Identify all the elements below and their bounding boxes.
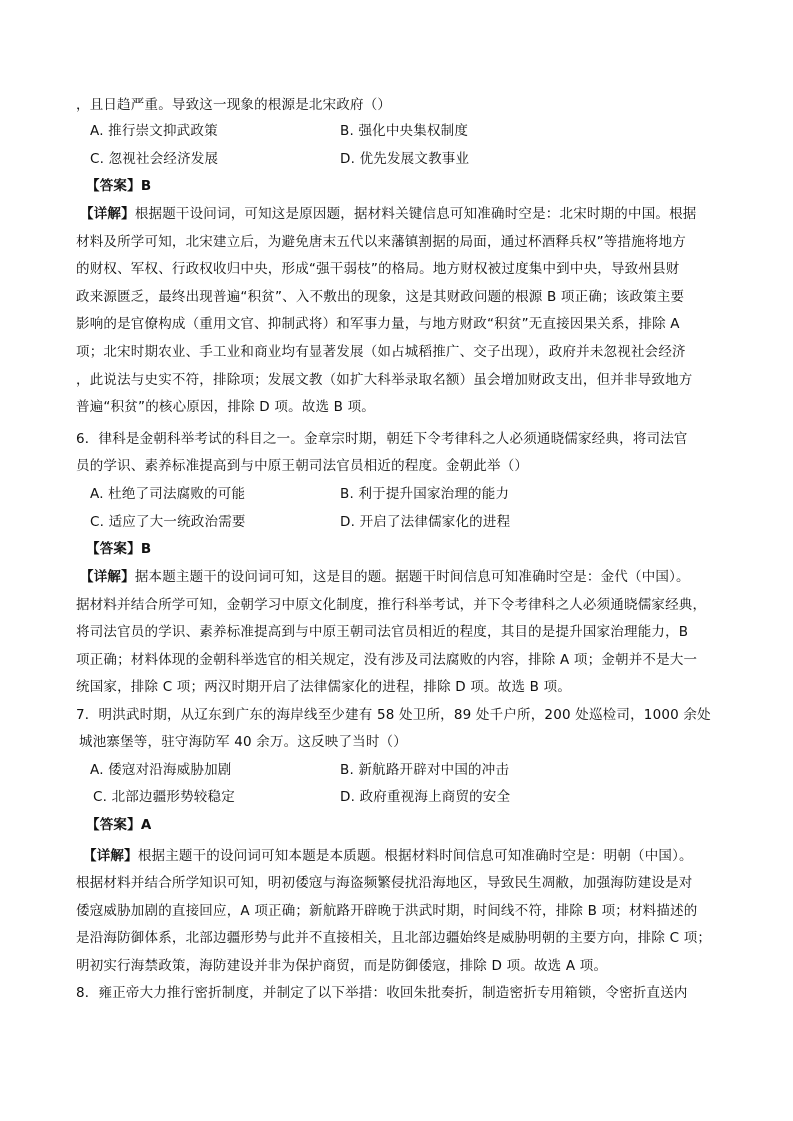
- q7-option-a: A. 倭寇对沿海威胁加剧: [90, 762, 232, 778]
- answer-tag: 【答案】: [86, 178, 141, 194]
- q7-stem: 7．明洪武时期，从辽东到广东的海岸线至少建有 58 处卫所，89 处千户所，200 处巡检司，1000 余处: [76, 707, 711, 723]
- q7-stem: 城池寨堡等，驻守海防军 40 余万。这反映了当时（）: [79, 734, 407, 750]
- q5-answer: [86, 176, 151, 196]
- q5-detail-line: 项；北宋时期农业、手工业和商业均有显著发展（如占城稻推广、交子出现），政府并未忽视社会经济: [76, 344, 686, 360]
- detail-tag: 【详解】: [80, 569, 135, 585]
- q5-detail-line: 的财权、军权、行政权收归中央，形成“强干弱枝”的格局。地方财权被过度集中到中央，导致州县财: [76, 261, 680, 277]
- q5-detail-line: 【详解】根据题干设问词，可知这是原因题，据材料关键信息可知准确时空是：北宋时期的中国。根据: [80, 206, 697, 222]
- q6-detail-line: 统国家，排除 C 项；两汉时期开启了法律儒家化的进程，排除 D 项。故选 B 项。: [76, 679, 572, 695]
- q7-detail-line: 根据材料并结合所学知识可知，明初倭寇与海盗频繁侵扰沿海地区，导致民生凋敝，加强海防建设是对: [76, 875, 693, 891]
- answer-value: A: [140, 817, 152, 833]
- q5-detail-line: ，此说法与史实不符，排除项；发展文教（如扩大科举录取名额）虽会增加财政支出，但并非导致地方: [76, 372, 693, 388]
- q6-option-c: C. 适应了大一统政治需要: [90, 514, 246, 530]
- q6-option-a: A. 杜绝了司法腐败的可能: [90, 486, 246, 502]
- q6-option-b: B. 利于提升国家治理的能力: [340, 486, 510, 502]
- q6-stem: 员的学识、素养标准提高到与中原王朝司法官员相近的程度。金朝此举（）: [76, 458, 529, 474]
- q6-detail-line: 将司法官员的学识、素养标准提高到与中原王朝司法官员相近的程度，其目的是提升国家治理能力，B: [76, 624, 689, 640]
- q6-detail-line: 项正确；材料体现的金朝科举选官的相关规定，没有涉及司法腐败的内容，排除 A 项；金朝并不是大一: [76, 652, 698, 668]
- q5-detail-line: 影响的是官僚构成（重用文官、抑制武将）和军事力量，与地方财政“积贫”无直接因果关系，排除 A: [76, 316, 680, 332]
- q5-option-a: A. 推行崇文抑武政策: [90, 123, 218, 139]
- q7-detail-line: 【详解】根据主题干的设问词可知本题是本质题。根据材料时间信息可知准确时空是：明朝（中国）。: [83, 848, 693, 864]
- q6-detail-line: 【详解】据本题主题干的设问词可知，这是目的题。据题干时间信息可知准确时空是：金代（中国）。: [80, 569, 690, 585]
- answer-value: B: [140, 178, 152, 194]
- q7-option-c: C. 北部边疆形势较稳定: [93, 789, 235, 805]
- answer-tag: 【答案】: [86, 541, 141, 557]
- q6-answer: [86, 539, 151, 559]
- q6-option-d: D. 开启了法律儒家化的进程: [340, 514, 511, 530]
- q8-stem: 8．雍正帝大力推行密折制度，并制定了以下举措：收回朱批奏折，制造密折专用箱锁，令密折直送内: [76, 985, 688, 1001]
- q7-detail-line: 明初实行海禁政策，海防建设并非为保护商贸，而是防御倭寇，排除 D 项。故选 A 项。: [76, 958, 608, 974]
- q5-option-b: B. 强化中央集权制度: [340, 123, 469, 139]
- q5-option-c: C. 忽视社会经济发展: [90, 151, 219, 167]
- detail-tag: 【详解】: [83, 848, 138, 864]
- q6-stem: 6．律科是金朝科举考试的科目之一。金章宗时期，朝廷下令考律科之人必须通晓儒家经典，将司法官: [76, 431, 688, 447]
- q5-detail-line: 政来源匮乏，最终出现普遍“积贫”、入不敷出的现象，这是其财政问题的根源 B 项正确；该政策主要: [76, 289, 685, 305]
- answer-value: B: [140, 541, 152, 557]
- q7-answer: [86, 815, 151, 835]
- q5-detail-line: 普遍“积贫”的核心原因，排除 D 项。故选 B 项。: [76, 399, 376, 415]
- q5-stem: ，且日趋严重。导致这一现象的根源是北宋政府（）: [76, 97, 392, 113]
- q7-option-d: D. 政府重视海上商贸的安全: [340, 789, 511, 805]
- q5-option-d: D. 优先发展文教事业: [340, 151, 470, 167]
- q6-detail-line: 据材料并结合所学可知，金朝学习中原文化制度，推行科举考试，并下令考律科之人必须通晓儒家经典，: [76, 597, 707, 613]
- q7-option-b: B. 新航路开辟对中国的冲击: [340, 762, 510, 778]
- answer-tag: 【答案】: [86, 817, 141, 833]
- q5-detail-line: 材料及所学可知，北宋建立后，为避免唐末五代以来藩镇割据的局面，通过杯酒释兵权”等措施将地方: [76, 234, 686, 250]
- q7-detail-line: 是沿海防御体系，北部边疆形势与此并不直接相关，且北部边疆始终是威胁明朝的主要方向，排除 C 项；: [76, 930, 712, 946]
- q7-detail-line: 倭寇威胁加剧的直接回应，A 项正确；新航路开辟晚于洪武时期，时间线不符，排除 B 项；材料描述的: [76, 903, 698, 919]
- detail-tag: 【详解】: [80, 206, 135, 222]
